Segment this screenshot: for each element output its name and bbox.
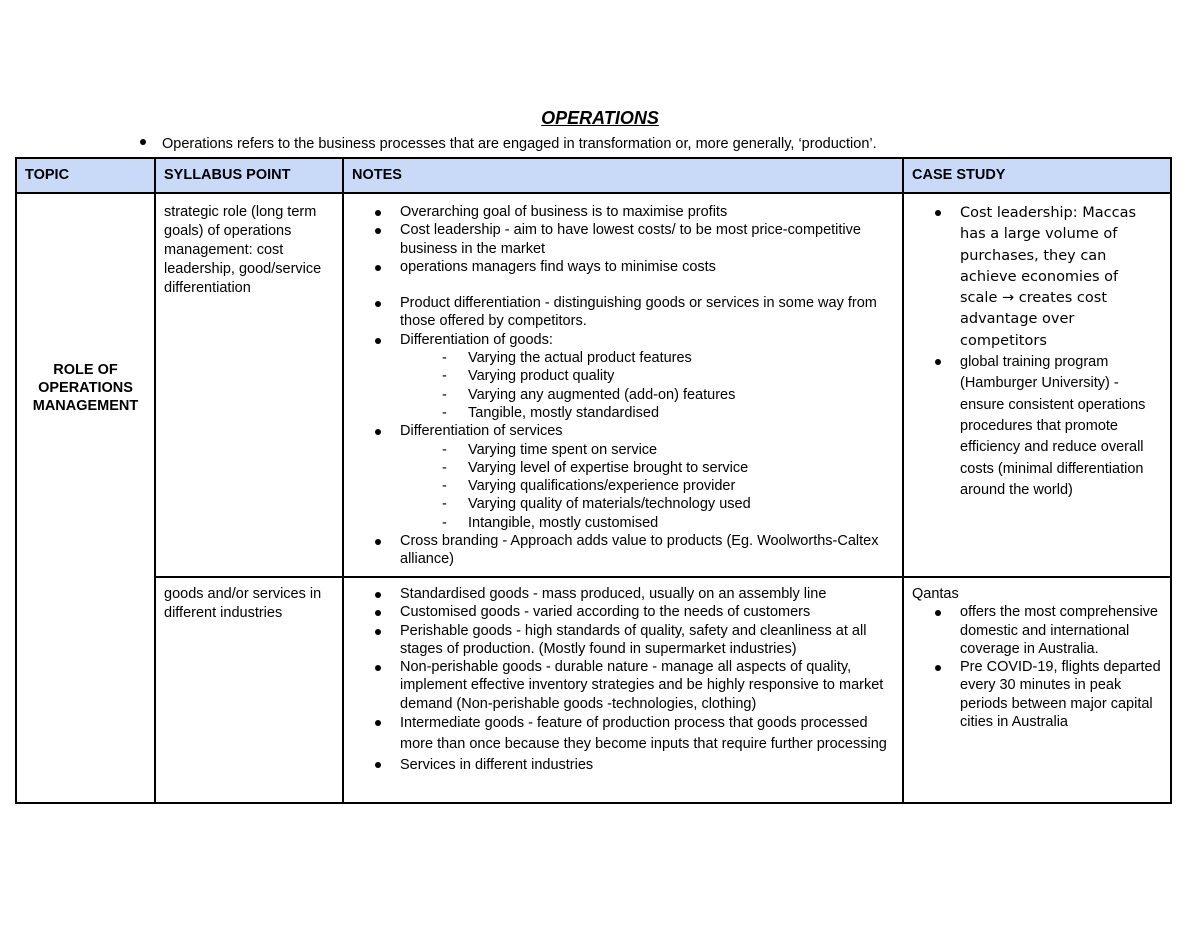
topic-line: ROLE OF <box>53 361 118 378</box>
syllabus-cell: strategic role (long term goals) of operations management: cost leadership, good/service differentiation <box>155 193 343 577</box>
sub-item: - Varying product quality <box>352 367 894 385</box>
table-row <box>16 193 1171 577</box>
case-study-cell <box>903 193 1171 577</box>
list-item: Standardised goods - mass produced, usually on an assembly line <box>352 585 894 603</box>
case-study-title: Qantas <box>912 586 959 602</box>
header-case-study: CASE STUDY <box>903 158 1171 193</box>
header-syllabus: SYLLABUS POINT <box>155 158 343 193</box>
list-item: Differentiation of services <box>352 422 894 440</box>
list-item: Overarching goal of business is to maximise profits <box>352 203 894 221</box>
list-item: Cost leadership - aim to have lowest costs/ to be most price-competitive business in the market <box>352 221 894 258</box>
list-item: Services in different industries <box>352 755 894 776</box>
list-item: Cost leadership: Maccas has a large volume of purchases, they can achieve economies of scale → creates cost advantage over competitors <box>912 203 1160 352</box>
syllabus-cell: goods and/or services in different industries <box>155 577 343 803</box>
sub-item: - Varying time spent on service <box>352 441 894 459</box>
list-item: Perishable goods - high standards of quality, safety and cleanliness at all stages of production. (Mostly found in supermarket industries) <box>352 622 894 659</box>
list-item: Non-perishable goods - durable nature - manage all aspects of quality, implement effective inventory strategies and be highly responsive to market demand (Non-perishable goods -technologies, clothing) <box>352 658 894 713</box>
list-item: Customised goods - varied according to the needs of customers <box>352 603 894 621</box>
header-notes: NOTES <box>343 158 903 193</box>
list-item: operations managers find ways to minimise costs <box>352 258 894 276</box>
sub-item: - Varying the actual product features <box>352 349 894 367</box>
case-study-cell <box>903 577 1171 803</box>
sub-item: - Tangible, mostly standardised <box>352 404 894 422</box>
list-item: Intermediate goods - feature of production process that goods processed more than once because they become inputs that require further processing <box>352 713 894 755</box>
sub-item: - Varying quality of materials/technology used <box>352 495 894 513</box>
bullet-icon <box>140 139 146 145</box>
sub-item: - Intangible, mostly customised <box>352 514 894 532</box>
table-row <box>16 577 1171 803</box>
intro-bullet <box>140 136 877 152</box>
list-item: Product differentiation - distinguishing goods or services in some way from those offered by competitors. <box>352 294 894 331</box>
header-topic: TOPIC <box>16 158 155 193</box>
list-item: Pre COVID-19, flights departed every 30 minutes in peak periods between major capital cities in Australia <box>912 658 1162 731</box>
notes-cell <box>343 193 903 577</box>
list-item: offers the most comprehensive domestic and international coverage in Australia. <box>912 603 1162 658</box>
sub-item: - Varying level of expertise brought to service <box>352 459 894 477</box>
list-item: global training program (Hamburger University) - ensure consistent operations procedures that promote efficiency and reduce overall costs (minimal differentiation around the world) <box>912 352 1160 501</box>
notes-cell <box>343 577 903 803</box>
sub-item: - Varying qualifications/experience provider <box>352 477 894 495</box>
sub-item: - Varying any augmented (add-on) features <box>352 386 894 404</box>
intro-text: Operations refers to the business processes that are engaged in transformation or, more generally, ‘production’. <box>162 136 877 152</box>
header-row <box>16 158 1171 193</box>
topic-cell <box>16 193 155 803</box>
list-item: Cross branding - Approach adds value to products (Eg. Woolworths-Caltex alliance) <box>352 532 894 569</box>
operations-table <box>15 157 1172 804</box>
list-item: Differentiation of goods: <box>352 331 894 349</box>
page-title: OPERATIONS <box>541 108 659 128</box>
topic-line: MANAGEMENT <box>32 398 139 415</box>
topic-line: OPERATIONS <box>38 379 133 396</box>
